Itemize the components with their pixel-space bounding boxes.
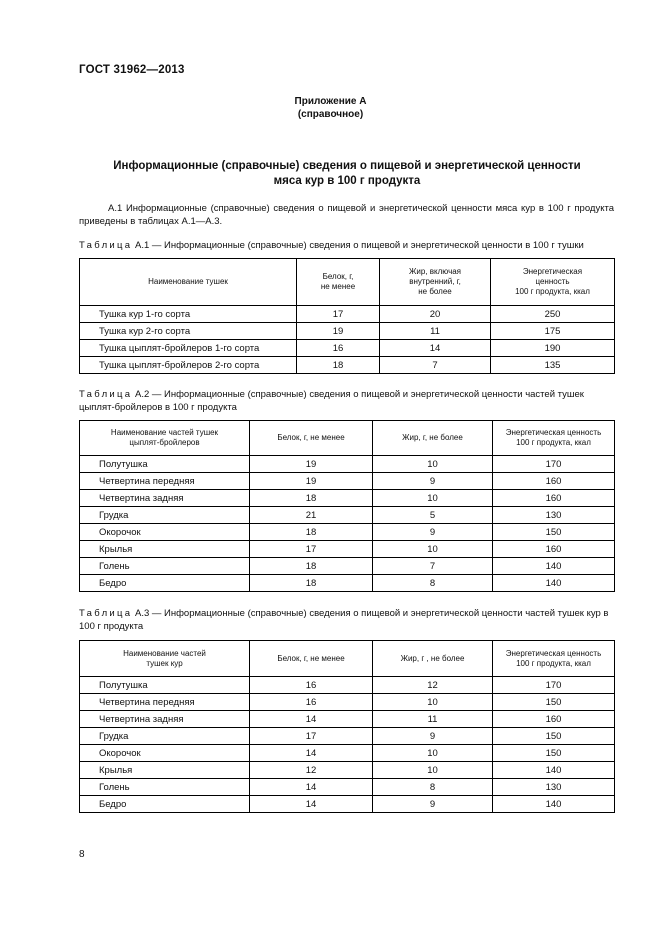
- row-label-cell: Голень: [80, 779, 250, 796]
- value-cell: 11: [380, 323, 491, 340]
- value-cell: 140: [493, 796, 615, 813]
- table-row: [80, 745, 615, 762]
- table-row: [80, 728, 615, 745]
- value-cell: 8: [373, 779, 493, 796]
- table-a3: [79, 640, 615, 813]
- value-cell: 17: [250, 728, 373, 745]
- intro-paragraph: А.1 Информационные (справочные) сведения о пищевой и энергетической ценности мяса кур в 100 г продукта приведены в таблицах А.1—А.3.: [79, 203, 614, 227]
- row-label-cell: Полутушка: [80, 677, 250, 694]
- value-cell: 10: [373, 456, 493, 473]
- table-row: [80, 779, 615, 796]
- table-row: [80, 762, 615, 779]
- row-label-cell: Полутушка: [80, 456, 250, 473]
- value-cell: 12: [250, 762, 373, 779]
- row-label-cell: Крылья: [80, 762, 250, 779]
- value-cell: 16: [250, 677, 373, 694]
- value-cell: 130: [493, 779, 615, 796]
- value-cell: 19: [250, 473, 373, 490]
- value-cell: 9: [373, 524, 493, 541]
- table-row: [80, 306, 615, 323]
- table-row: [80, 541, 615, 558]
- value-cell: 16: [297, 340, 380, 357]
- column-header: Белок, г, не менее: [297, 259, 380, 306]
- table-row: [80, 490, 615, 507]
- value-cell: 16: [250, 694, 373, 711]
- table-caption-text: А.2 — Информационные (справочные) сведения о пищевой и энергетической ценности частей тушек цыплят-бройлеров в 100 г продукта: [79, 389, 584, 413]
- column-header: Белок, г, не менее: [250, 421, 373, 456]
- table-caption-text: А.3 — Информационные (справочные) сведения о пищевой и энергетической ценности частей тушек кур в 100 г продукта: [79, 608, 609, 632]
- table-row: [80, 456, 615, 473]
- row-label-cell: Тушка кур 2-го сорта: [80, 323, 297, 340]
- table-row: [80, 558, 615, 575]
- value-cell: 14: [250, 779, 373, 796]
- value-cell: 150: [493, 694, 615, 711]
- column-header: Наименование частей тушек цыплят-бройлеров: [80, 421, 250, 456]
- value-cell: 10: [373, 490, 493, 507]
- row-label-cell: Бедро: [80, 796, 250, 813]
- row-label-cell: Грудка: [80, 728, 250, 745]
- value-cell: 190: [491, 340, 615, 357]
- column-header: Жир, включая внутренний, г, не более: [380, 259, 491, 306]
- table-word: Таблица: [79, 389, 133, 400]
- table-caption: [79, 608, 614, 633]
- row-label-cell: Тушка кур 1-го сорта: [80, 306, 297, 323]
- value-cell: 8: [373, 575, 493, 592]
- table-row: [80, 694, 615, 711]
- value-cell: 10: [373, 762, 493, 779]
- value-cell: 10: [373, 541, 493, 558]
- value-cell: 7: [373, 558, 493, 575]
- row-label-cell: Окорочок: [80, 524, 250, 541]
- appendix-type: (справочное): [297, 109, 364, 120]
- table-row: [80, 340, 615, 357]
- row-label-cell: Бедро: [80, 575, 250, 592]
- value-cell: 17: [297, 306, 380, 323]
- value-cell: 11: [373, 711, 493, 728]
- value-cell: 175: [491, 323, 615, 340]
- value-cell: 18: [250, 575, 373, 592]
- table-word: Таблица: [79, 608, 133, 619]
- value-cell: 10: [373, 745, 493, 762]
- page-number: 8: [79, 849, 85, 860]
- column-header: Белок, г, не менее: [250, 641, 373, 677]
- row-label-cell: Окорочок: [80, 745, 250, 762]
- table-caption: [79, 389, 614, 414]
- value-cell: 14: [250, 796, 373, 813]
- value-cell: 18: [250, 490, 373, 507]
- row-label-cell: Четвертина передняя: [80, 694, 250, 711]
- table-row: [80, 524, 615, 541]
- column-header: Энергетическая ценность 100 г продукта, ккал: [493, 421, 615, 456]
- column-header: Энергетическая ценность 100 г продукта, ккал: [493, 641, 615, 677]
- table-row: [80, 575, 615, 592]
- row-label-cell: Грудка: [80, 507, 250, 524]
- value-cell: 18: [250, 558, 373, 575]
- value-cell: 5: [373, 507, 493, 524]
- table-caption: [79, 240, 614, 253]
- value-cell: 18: [250, 524, 373, 541]
- table-row: [80, 507, 615, 524]
- value-cell: 160: [493, 541, 615, 558]
- value-cell: 18: [297, 357, 380, 374]
- value-cell: 140: [493, 558, 615, 575]
- value-cell: 170: [493, 456, 615, 473]
- appendix-label: Приложение А: [294, 96, 367, 107]
- value-cell: 14: [250, 745, 373, 762]
- row-label-cell: Четвертина задняя: [80, 490, 250, 507]
- row-label-cell: Четвертина передняя: [80, 473, 250, 490]
- row-label-cell: Тушка цыплят-бройлеров 2-го сорта: [80, 357, 297, 374]
- row-label-cell: Четвертина задняя: [80, 711, 250, 728]
- column-header: Жир, г , не более: [373, 641, 493, 677]
- table-caption-text: А.1 — Информационные (справочные) сведения о пищевой и энергетической ценности в 100 г тушки: [132, 240, 584, 251]
- value-cell: 160: [493, 490, 615, 507]
- value-cell: 170: [493, 677, 615, 694]
- table-row: [80, 323, 615, 340]
- table-word: Таблица: [79, 240, 133, 251]
- value-cell: 140: [493, 762, 615, 779]
- column-header: Энергетическая ценность 100 г продукта, ккал: [491, 259, 615, 306]
- value-cell: 12: [373, 677, 493, 694]
- table-row: [80, 796, 615, 813]
- value-cell: 150: [493, 524, 615, 541]
- value-cell: 21: [250, 507, 373, 524]
- table-a2: [79, 420, 615, 592]
- value-cell: 150: [493, 745, 615, 762]
- table-row: [80, 473, 615, 490]
- value-cell: 150: [493, 728, 615, 745]
- row-label-cell: Голень: [80, 558, 250, 575]
- value-cell: 7: [380, 357, 491, 374]
- table-row: [80, 677, 615, 694]
- value-cell: 9: [373, 728, 493, 745]
- value-cell: 19: [297, 323, 380, 340]
- value-cell: 10: [373, 694, 493, 711]
- page-title: Информационные (справочные) сведения о пищевой и энергетической ценности: [113, 160, 581, 172]
- value-cell: 135: [491, 357, 615, 374]
- column-header: Наименование частей тушек кур: [80, 641, 250, 677]
- table-a1: [79, 258, 615, 374]
- table-row: [80, 357, 615, 374]
- row-label-cell: Крылья: [80, 541, 250, 558]
- column-header: Жир, г, не более: [373, 421, 493, 456]
- value-cell: 160: [493, 473, 615, 490]
- value-cell: 20: [380, 306, 491, 323]
- value-cell: 19: [250, 456, 373, 473]
- page-subtitle: мяса кур в 100 г продукта: [273, 175, 421, 187]
- value-cell: 14: [250, 711, 373, 728]
- value-cell: 14: [380, 340, 491, 357]
- value-cell: 160: [493, 711, 615, 728]
- table-row: [80, 711, 615, 728]
- value-cell: 9: [373, 473, 493, 490]
- document-header: ГОСТ 31962—2013: [79, 64, 185, 76]
- value-cell: 140: [493, 575, 615, 592]
- row-label-cell: Тушка цыплят-бройлеров 1-го сорта: [80, 340, 297, 357]
- value-cell: 17: [250, 541, 373, 558]
- value-cell: 9: [373, 796, 493, 813]
- value-cell: 130: [493, 507, 615, 524]
- value-cell: 250: [491, 306, 615, 323]
- column-header: Наименование тушек: [80, 259, 297, 306]
